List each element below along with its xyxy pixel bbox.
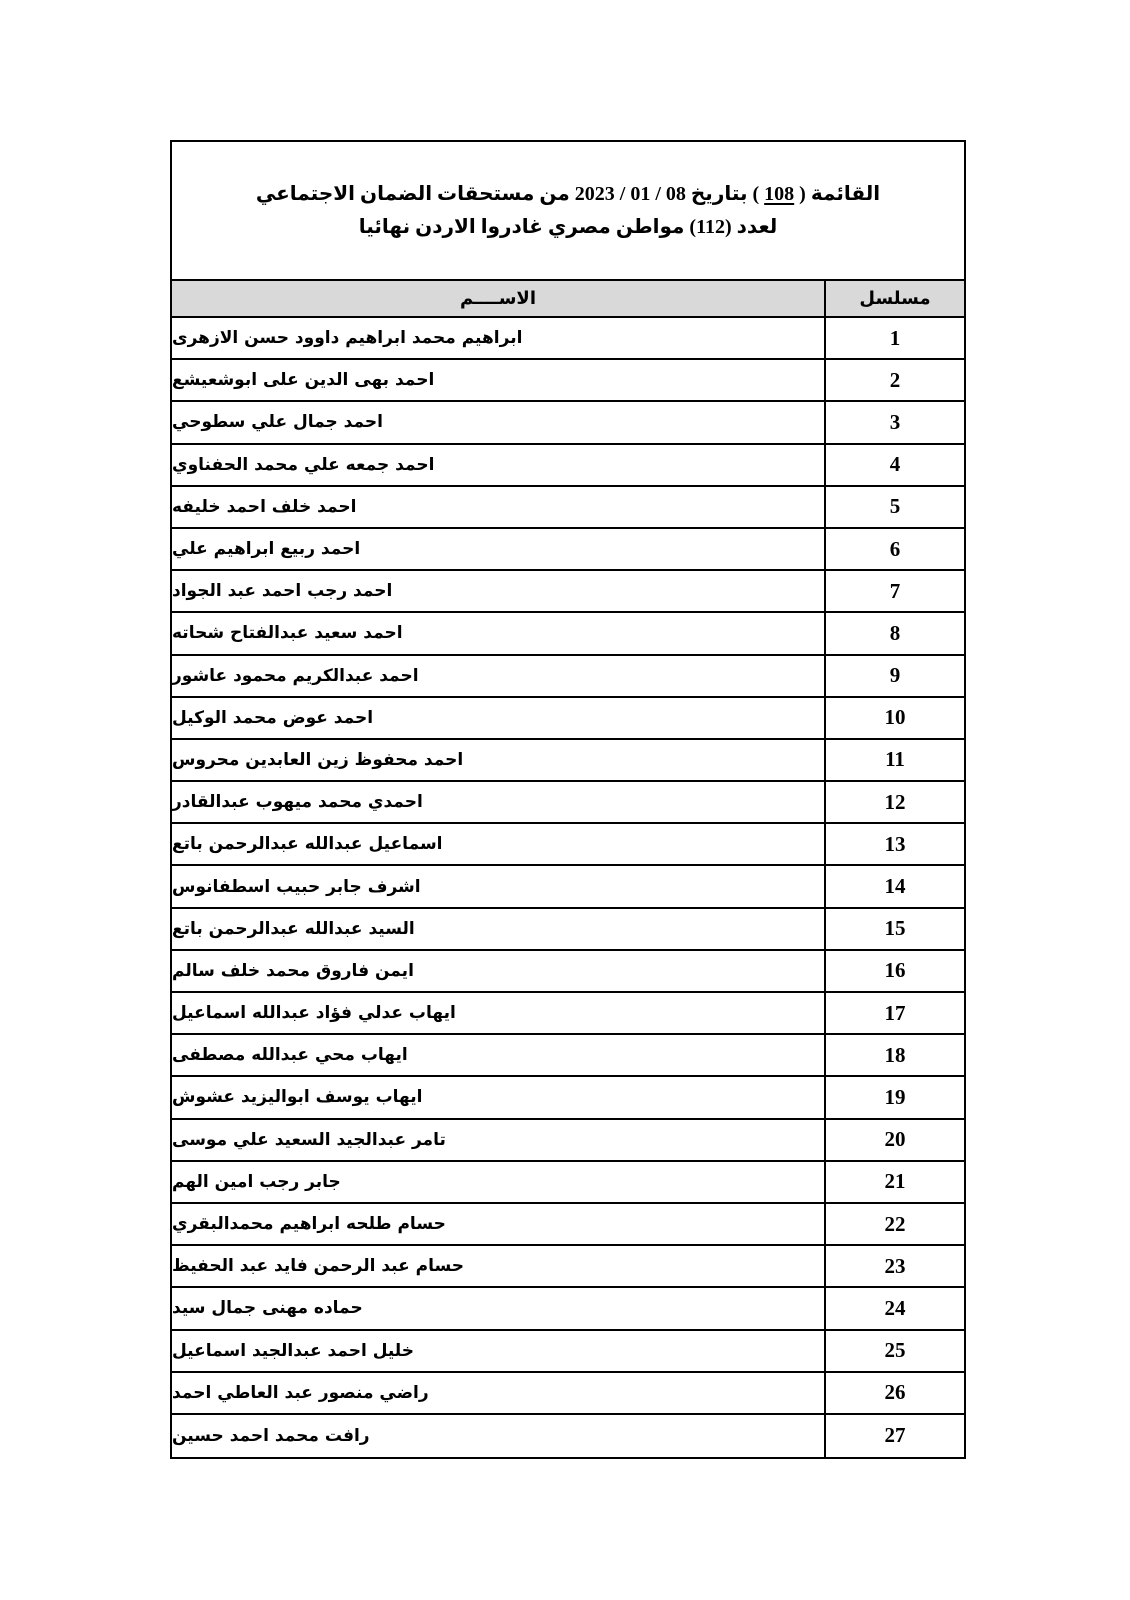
name-cell xyxy=(172,824,824,864)
table-header-row xyxy=(170,281,966,318)
serial-cell xyxy=(824,1415,964,1457)
serial-cell xyxy=(824,1162,964,1202)
table-row xyxy=(172,993,964,1035)
person-name: ايهاب عدلي فؤاد عبدالله اسماعيل xyxy=(172,1003,456,1024)
name-cell xyxy=(172,909,824,949)
name-cell xyxy=(172,1077,824,1117)
serial-number: 10 xyxy=(884,705,906,730)
person-name: جابر رجب امين الهم xyxy=(172,1171,341,1192)
person-name: حماده مهنى جمال سيد xyxy=(172,1298,363,1319)
person-name: احمد محفوظ زين العابدين محروس xyxy=(172,749,464,770)
social-security-list-table xyxy=(170,140,966,1459)
person-name: تامر عبدالجيد السعيد علي موسى xyxy=(172,1129,446,1150)
name-cell xyxy=(172,360,824,400)
table-row xyxy=(172,1077,964,1119)
name-cell xyxy=(172,993,824,1033)
person-name: احمد جمعه علي محمد الحفناوي xyxy=(172,454,435,475)
title-line1-prefix: القائمة ( xyxy=(794,182,881,205)
serial-cell xyxy=(824,487,964,527)
serial-number: 22 xyxy=(884,1211,906,1236)
name-cell xyxy=(172,487,824,527)
person-name: احمد جمال علي سطوحي xyxy=(172,412,383,433)
table-row xyxy=(172,782,964,824)
serial-cell xyxy=(824,571,964,611)
name-cell xyxy=(172,613,824,653)
name-cell xyxy=(172,1373,824,1413)
person-name: احمد خلف احمد خليفه xyxy=(172,496,357,517)
serial-cell xyxy=(824,445,964,485)
serial-number: 15 xyxy=(884,916,906,941)
serial-cell xyxy=(824,1288,964,1328)
serial-number: 6 xyxy=(889,536,901,561)
person-name: ابراهيم محمد ابراهيم داوود حسن الازهرى xyxy=(172,328,523,349)
serial-number: 27 xyxy=(884,1423,906,1448)
table-row xyxy=(172,613,964,655)
table-row xyxy=(172,1373,964,1415)
serial-number: 14 xyxy=(884,874,906,899)
name-cell xyxy=(172,571,824,611)
title-line-2: لعدد (112) مواطن مصري غادروا الاردن نهائيا xyxy=(358,215,778,238)
table-row xyxy=(172,402,964,444)
serial-cell xyxy=(824,318,964,358)
table-row xyxy=(172,360,964,402)
serial-cell xyxy=(824,909,964,949)
name-cell xyxy=(172,740,824,780)
serial-number: 3 xyxy=(889,409,901,434)
serial-number: 5 xyxy=(889,494,901,519)
name-column-label: الاســــم xyxy=(460,288,536,309)
serial-number: 20 xyxy=(884,1127,906,1152)
person-name: ايهاب يوسف ابواليزيد عشوش xyxy=(172,1087,423,1108)
table-row xyxy=(172,487,964,529)
name-cell xyxy=(172,1162,824,1202)
table-row xyxy=(172,1415,964,1457)
person-name: رافت محمد احمد حسين xyxy=(172,1425,370,1446)
person-name: خليل احمد عبدالجيد اسماعيل xyxy=(172,1340,415,1361)
header-cell-name xyxy=(172,281,824,316)
serial-number: 1 xyxy=(889,325,901,350)
serial-number: 11 xyxy=(885,747,905,772)
serial-cell xyxy=(824,866,964,906)
name-cell xyxy=(172,318,824,358)
serial-cell xyxy=(824,1035,964,1075)
title-line-1 xyxy=(256,178,880,211)
serial-number: 8 xyxy=(889,620,901,645)
name-cell xyxy=(172,1204,824,1244)
title-line1-suffix: ) بتاريخ 08 / 01 / 2023 من مستحقات الضمان الاجتماعي xyxy=(255,182,765,205)
serial-number: 16 xyxy=(884,958,906,983)
serial-number: 12 xyxy=(884,789,906,814)
name-cell xyxy=(172,529,824,569)
serial-cell xyxy=(824,1077,964,1117)
serial-number: 2 xyxy=(889,367,901,392)
serial-cell xyxy=(824,698,964,738)
table-row xyxy=(172,529,964,571)
serial-cell xyxy=(824,824,964,864)
table-row xyxy=(172,571,964,613)
person-name: احمد سعيد عبدالفتاح شحاته xyxy=(172,623,403,644)
serial-number: 9 xyxy=(889,663,901,688)
table-row xyxy=(172,445,964,487)
table-row xyxy=(172,318,964,360)
serial-number: 19 xyxy=(884,1084,906,1109)
person-name: احمد ربيع ابراهيم علي xyxy=(172,539,361,560)
serial-cell xyxy=(824,656,964,696)
name-cell xyxy=(172,1035,824,1075)
serial-number: 4 xyxy=(889,452,901,477)
serial-number: 26 xyxy=(884,1380,906,1405)
serial-cell xyxy=(824,402,964,442)
title-box xyxy=(170,140,966,281)
serial-cell xyxy=(824,360,964,400)
person-name: احمد عبدالكريم محمود عاشور xyxy=(172,665,419,686)
serial-number: 17 xyxy=(884,1000,906,1025)
table-row xyxy=(172,1331,964,1373)
serial-column-label: مسلسل xyxy=(859,288,931,309)
table-row xyxy=(172,656,964,698)
serial-cell xyxy=(824,613,964,653)
table-row xyxy=(172,1162,964,1204)
serial-cell xyxy=(824,1331,964,1371)
table-row xyxy=(172,951,964,993)
serial-number: 7 xyxy=(889,578,901,603)
serial-cell xyxy=(824,1373,964,1413)
table-row xyxy=(172,1246,964,1288)
table-row xyxy=(172,698,964,740)
name-cell xyxy=(172,866,824,906)
person-name: احمدي محمد ميهوب عبدالقادر xyxy=(172,792,423,813)
table-row xyxy=(172,1035,964,1077)
table-row xyxy=(172,1120,964,1162)
name-cell xyxy=(172,445,824,485)
table-row xyxy=(172,824,964,866)
name-cell xyxy=(172,1415,824,1457)
serial-cell xyxy=(824,1204,964,1244)
header-cell-serial xyxy=(824,281,964,316)
person-name: احمد رجب احمد عبد الجواد xyxy=(172,581,393,602)
name-cell xyxy=(172,1288,824,1328)
person-name: حسام عبد الرحمن فايد عبد الحفيظ xyxy=(172,1256,465,1277)
person-name: حسام طلحه ابراهيم محمدالبقري xyxy=(172,1214,446,1235)
name-cell xyxy=(172,402,824,442)
person-name: اشرف جابر حبيب اسطفانوس xyxy=(172,876,421,897)
serial-cell xyxy=(824,1246,964,1286)
serial-cell xyxy=(824,993,964,1033)
table-row xyxy=(172,740,964,782)
table-row xyxy=(172,909,964,951)
serial-number: 25 xyxy=(884,1338,906,1363)
serial-number: 13 xyxy=(884,831,906,856)
serial-cell xyxy=(824,782,964,822)
name-cell xyxy=(172,1246,824,1286)
table-row xyxy=(172,866,964,908)
table-row xyxy=(172,1204,964,1246)
table-row xyxy=(172,1288,964,1330)
name-cell xyxy=(172,782,824,822)
serial-number: 21 xyxy=(884,1169,906,1194)
serial-cell xyxy=(824,740,964,780)
person-name: احمد عوض محمد الوكيل xyxy=(172,707,374,728)
name-cell xyxy=(172,656,824,696)
person-name: راضي منصور عبد العاطي احمد xyxy=(172,1382,429,1403)
name-cell xyxy=(172,698,824,738)
person-name: ايمن فاروق محمد خلف سالم xyxy=(172,960,414,981)
person-name: ايهاب محي عبدالله مصطفى xyxy=(172,1045,408,1066)
list-number: 108 xyxy=(764,182,795,205)
serial-number: 24 xyxy=(884,1295,906,1320)
name-cell xyxy=(172,1331,824,1371)
name-cell xyxy=(172,1120,824,1160)
serial-cell xyxy=(824,1120,964,1160)
table-body xyxy=(170,318,966,1459)
person-name: السيد عبدالله عبدالرحمن باتع xyxy=(172,918,415,939)
person-name: احمد بهى الدين على ابوشعيشع xyxy=(172,370,435,391)
person-name: اسماعيل عبدالله عبدالرحمن باتع xyxy=(172,834,443,855)
serial-cell xyxy=(824,529,964,569)
serial-number: 23 xyxy=(884,1253,906,1278)
name-cell xyxy=(172,951,824,991)
serial-cell xyxy=(824,951,964,991)
serial-number: 18 xyxy=(884,1042,906,1067)
